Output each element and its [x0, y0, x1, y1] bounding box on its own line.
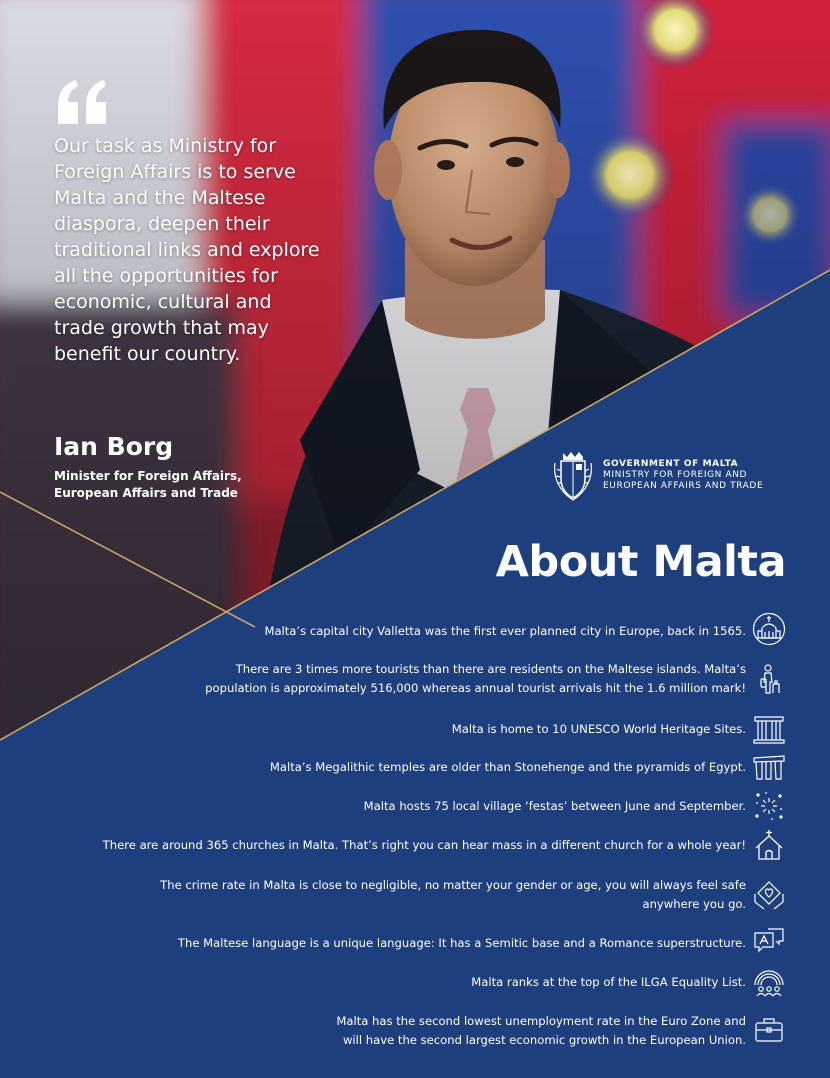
- about-malta-heading: About Malta: [495, 537, 786, 587]
- author-role-line: Minister for Foreign Affairs,: [54, 469, 242, 483]
- fact-text: The Maltese language is a unique language: It has a Semitic base and a Romance superstructure.: [177, 936, 746, 950]
- fact-item: [452, 720, 746, 739]
- author-role-line: European Affairs and Trade: [54, 486, 238, 500]
- fact-text: Malta is home to 10 UNESCO World Heritage Sites.: [451, 722, 746, 736]
- malta-crest-icon: [553, 449, 593, 501]
- fact-text: Malta’s Megalithic temples are older than Stonehenge and the pyramids of Egypt.: [269, 760, 746, 774]
- fact-text: There are around 365 churches in Malta. That’s right you can hear mass in a different church for a whole year!: [102, 838, 746, 852]
- safety-icon: [752, 878, 786, 912]
- minister-quote: Our task as Ministry for Foreign Affairs is to serve Malta and the Maltese diaspora, deepen their traditional links and explore all the opportunities for economic, cultural and trade growth that may benefit our country.: [54, 135, 320, 365]
- fact-text: The crime rate in Malta is close to negligible, no matter your gender or age, you will always feel safe: [160, 878, 746, 892]
- fact-item: [471, 973, 746, 992]
- government-logo: [553, 449, 763, 501]
- quotation-mark-icon: [54, 78, 110, 126]
- equality-icon: [752, 965, 786, 999]
- briefcase-icon: [752, 1013, 786, 1047]
- fact-item: [205, 660, 746, 698]
- fact-item: [336, 1012, 746, 1050]
- city-icon: [752, 612, 786, 646]
- ministry-line: MINISTRY FOR FOREIGN AND: [603, 469, 748, 480]
- megalith-icon: [752, 750, 786, 784]
- church-icon: [752, 828, 786, 862]
- fact-text: will have the second largest economic growth in the European Union.: [342, 1033, 746, 1047]
- fact-item: [103, 836, 746, 855]
- government-title: [603, 459, 763, 492]
- fact-item: [364, 797, 746, 816]
- fact-text: population is approximately 516,000 whereas annual tourist arrivals hit the 1.6 million mark!: [205, 681, 746, 695]
- fact-text: Malta hosts 75 local village ‘festas’ between June and September.: [363, 799, 746, 813]
- tourist-icon: [752, 662, 786, 696]
- fact-text: anywhere you go.: [642, 897, 746, 911]
- fact-text: Malta ranks at the top of the ILGA Equality List.: [471, 975, 746, 989]
- fact-text: Malta has the second lowest unemployment rate in the Euro Zone and: [336, 1014, 746, 1028]
- fact-item: [178, 934, 746, 953]
- fact-item: [264, 622, 746, 641]
- language-icon: [752, 924, 786, 958]
- government-line: GOVERNMENT OF MALTA: [603, 458, 739, 469]
- fact-item: [160, 876, 746, 914]
- fact-text: Malta’s capital city Valletta was the first ever planned city in Europe, back in 1565.: [264, 624, 746, 638]
- fact-item: [270, 758, 746, 777]
- author-name: Ian Borg: [54, 432, 174, 461]
- fact-text: There are 3 times more tourists than there are residents on the Maltese islands. Malta’s: [235, 662, 746, 676]
- author-role: [54, 468, 294, 502]
- fireworks-icon: [752, 789, 786, 823]
- ministry-line: EUROPEAN AFFAIRS AND TRADE: [603, 480, 764, 491]
- heritage-icon: [752, 712, 786, 746]
